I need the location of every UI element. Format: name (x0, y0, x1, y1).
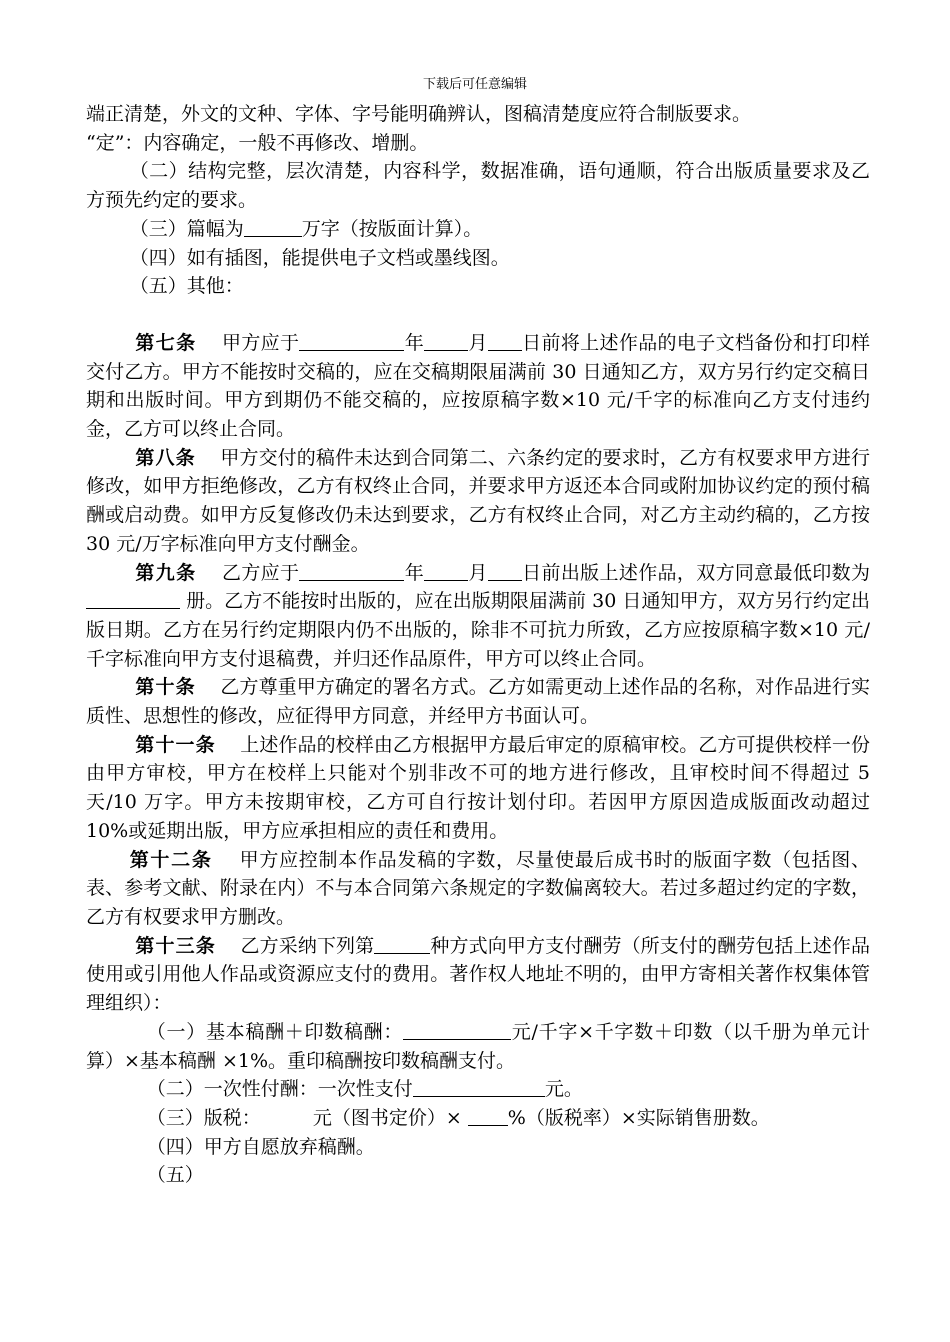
item-4: （四）如有插图，能提供电子文档或墨线图。 (129, 246, 510, 269)
item-3-text-b: 万字（按版面计算）。 (301, 217, 483, 240)
article-7-title: 第七条 (135, 331, 197, 354)
article-9-text-2: 年 (404, 561, 425, 584)
continued-paragraph (86, 100, 870, 157)
payment-option-1-text-a: （一）基本稿酬＋印数稿酬： (146, 1020, 404, 1043)
delivery-year-blank[interactable] (299, 332, 404, 351)
item-5: （五）其他： (129, 275, 244, 298)
delivery-day-blank[interactable] (488, 332, 522, 351)
article-8-title: 第八条 (135, 446, 196, 469)
article-9-text-5: 册。乙方不能按时出版的，应在出版期限届满前 30 日通知甲方，双方另行约定出版日期。乙方在另行约定期限内仍不出版的，除非不可抗力所致，乙方应按原稿字数×10 元/千字标准向甲方支付退稿费，并归还作品原件，甲方可以终止合同。 (86, 590, 870, 670)
payment-option-1 (86, 1018, 870, 1075)
article-7-text-1: 甲方应于 (221, 331, 300, 354)
lump-sum-blank[interactable] (413, 1078, 545, 1097)
article-13-title: 第十三条 (135, 934, 216, 957)
payment-option-3-text-a: （三）版税： (146, 1106, 261, 1129)
item-2: （二）结构完整，层次清楚，内容科学，数据准确，语句通顺，符合出版质量要求及乙方预先约定的要求。 (86, 160, 870, 212)
publish-day-blank[interactable] (488, 562, 522, 581)
spacer (86, 301, 870, 329)
article-8 (86, 444, 870, 559)
article-9-text-3: 月 (468, 561, 488, 584)
article-9 (86, 559, 870, 674)
article-7-text-3: 月 (468, 331, 488, 354)
article-10 (86, 673, 870, 730)
payment-method-blank[interactable] (374, 935, 430, 954)
article-7-text-4: 日前将上述作品的电子文档备份和打印样交付乙方。甲方不能按时交稿的，应在交稿期限届满前 30 日通知乙方，双方另行约定交稿日期和出版时间。甲方到期仍不能交稿的，应按原稿字数×10 元/千字的标准向乙方支付违约金，乙方可以终止合同。 (86, 331, 870, 441)
article-13-text-1: 乙方采纳下列第 (240, 934, 375, 957)
contract-body (86, 100, 870, 1190)
article-11-title: 第十一条 (135, 733, 216, 756)
article-11-text: 上述作品的校样由乙方根据甲方最后审定的原稿审校。乙方可提供校样一份由甲方审校，甲方在校样上只能对个别非改不可的地方进行修改，且审校时间不得超过 5 天/10 万字。甲方未按期审校，乙方可自行按计划付印。若因甲方原因造成版面改动超过 10%或延期出版，甲方应承担相应的责任和费用。 (86, 733, 870, 842)
article-7-text-2: 年 (404, 331, 425, 354)
payment-option-5: （五） (146, 1164, 204, 1187)
payment-option-2-text-a: （二）一次性付酬：一次性支付 (146, 1078, 413, 1101)
continued-text-line2: “定”：内容确定，一般不再修改、增删。 (86, 131, 429, 154)
article-9-title: 第九条 (135, 561, 197, 584)
article-9-text-1: 乙方应于 (221, 561, 300, 584)
article-8-text: 甲方交付的稿件未达到合同第二、六条约定的要求时，乙方有权要求甲方进行修改，如甲方拒绝修改，乙方有权终止合同，并要求甲方返还本合同或附加协议约定的预付稿酬或启动费。如甲方反复修改仍未达到要求，乙方有权终止合同，对乙方主动约稿的，乙方按 30 元/万字标准向甲方支付酬金。 (86, 446, 870, 555)
publish-year-blank[interactable] (299, 562, 404, 581)
article-7 (86, 329, 870, 444)
base-rate-blank[interactable] (403, 1021, 511, 1040)
payment-option-4: （四）甲方自愿放弃稿酬。 (146, 1135, 375, 1158)
delivery-month-blank[interactable] (424, 332, 468, 351)
article-13-text-2: 种方式向甲方支付酬劳（所支付的酬劳包括上述作品使用或引用他人作品或资源应支付的费用。著作权人地址不明的，由甲方寄相关著作权集体管理组织）： (86, 934, 870, 1015)
article-9-text-4: 日前出版上述作品，双方同意最低印数为 (521, 561, 870, 584)
article-11 (86, 731, 870, 846)
payment-option-3-text-c: %（版税率）×实际销售册数。 (507, 1106, 770, 1129)
article-10-title: 第十条 (135, 676, 196, 699)
article-12 (86, 846, 870, 932)
min-print-run-blank[interactable] (86, 590, 180, 609)
article-12-text: 甲方应控制本作品发稿的字数，尽量使最后成书时的版面字数（包括图、表、参考文献、附录在内）不与本合同第六条规定的字数偏离较大。若过多超过约定的字数，乙方有权要求甲方删改。 (86, 848, 870, 928)
payment-option-2-text-b: 元。 (544, 1078, 583, 1101)
payment-option-1-text-b: 元/千字×千字数＋印数（以千册为单元计算）×基本稿酬 ×1%。重印稿酬按印数稿酬支付。 (86, 1020, 870, 1072)
length-blank[interactable] (244, 218, 302, 237)
continued-text-line1: 端正清楚，外文的文种、字体、字号能明确辨认，图稿清楚度应符合制版要求。 (86, 103, 752, 125)
item-3-text-a: （三）篇幅为 (129, 217, 244, 240)
article-10-text: 乙方尊重甲方确定的署名方式。乙方如需更动上述作品的名称，对作品进行实质性、思想性的修改，应征得甲方同意，并经甲方书面认可。 (86, 676, 870, 728)
item-3 (86, 215, 870, 244)
payment-option-3 (86, 1104, 870, 1133)
page-header-note: 下载后可任意编辑 (422, 77, 527, 92)
payment-option-3-text-b: 元（图书定价）× (312, 1106, 462, 1129)
payment-option-2 (86, 1075, 870, 1104)
article-12-title: 第十二条 (129, 848, 213, 871)
publish-month-blank[interactable] (424, 562, 468, 581)
article-13 (86, 932, 870, 1018)
royalty-rate-blank[interactable] (468, 1107, 508, 1126)
